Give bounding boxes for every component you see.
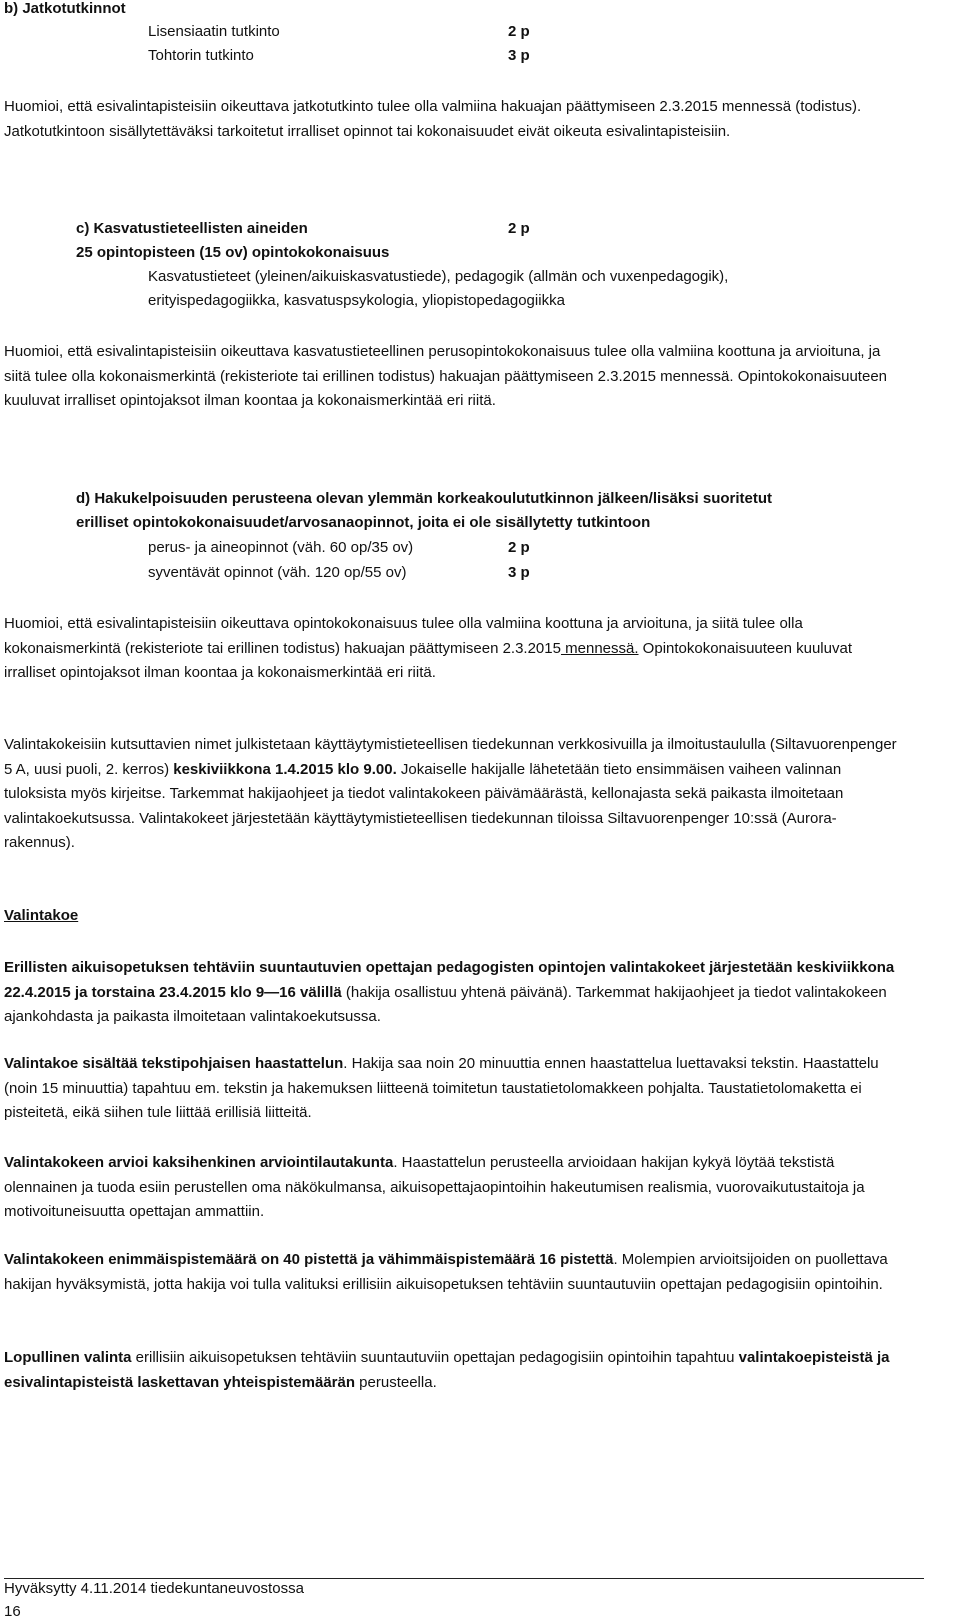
valintakoe-paragraph-3 <box>4 1151 904 1225</box>
section-d-note-text-b: mennessä. <box>560 639 639 657</box>
syventavat-points: 3 p <box>508 564 530 581</box>
section-c-points: 2 p <box>508 220 530 237</box>
section-d-note-text-c: Opintokokonaisuuteen kuuluvat irralliset opintojaksot ilman koontaa ja kokonaismerkintää eri riitä. <box>4 639 852 681</box>
section-c-detail-2: erityispedagogiikka, kasvatuspsykologia, yliopistopedagogiikka <box>148 292 565 309</box>
section-d-heading-2: erilliset opintokokonaisuudet/arvosanaopinnot, joita ei ole sisällytetty tutkintoon <box>76 514 651 531</box>
perusopinnot-label: perus- ja aineopinnot (väh. 60 op/35 ov) <box>148 539 414 556</box>
valintakoe-paragraph-4 <box>4 1248 904 1297</box>
invitation-text-b: Jokaiselle hakijalle lähetetään tieto ensimmäisen vaiheen valinnan tuloksista myös kirjeitse. Tarkemmat hakijaohjeet ja tiedot valintakokeen päivämäärästä, kellonajasta sekä paikasta ilmoitetaan valintakoekutsussa. Valintakokeet järjestetään käyttäytymistieteellisen tiedekunnan tiloissa Siltavuorenpenger 10:ssä (Aurora-rakennus). <box>4 760 844 851</box>
valintakoe-paragraph-5 <box>4 1346 904 1395</box>
valintakoe-paragraph-2 <box>4 1052 904 1126</box>
tohtori-label: Tohtorin tutkinto <box>148 47 254 64</box>
section-b-note: Huomioi, että esivalintapisteisiin oikeuttava jatkotutkinto tulee olla valmiina hakuajan päättymiseen 2.3.2015 mennessä (todistus). Jatkotutkintoon sisällytettäväksi tarkoitetut irralliset opinnot tai kokonaisuudet eivät oikeuta esivalintapisteisiin. <box>4 98 862 140</box>
invitation-paragraph <box>4 733 904 856</box>
valintakoe-heading: Valintakoe <box>4 907 79 924</box>
valintakoe-p5-bold-2: valintakoepisteistä ja esivalintapisteistä laskettavan yhteispistemäärän <box>4 1349 890 1391</box>
syventavat-label: syventävät opinnot (väh. 120 op/55 ov) <box>148 564 407 581</box>
footer-approved: Hyväksytty 4.11.2014 tiedekuntaneuvostossa <box>4 1580 304 1597</box>
valintakoe-p1-text: (hakija osallistuu yhtenä päivänä). Tarkemmat hakijaohjeet ja tiedot valintakokeen ajankohdasta ja paikasta ilmoitetaan valintakoekutsussa. <box>4 983 887 1025</box>
invitation-date: keskiviikkona 1.4.2015 klo 9.00. <box>173 760 397 778</box>
valintakoe-p4-bold: Valintakokeen enimmäispistemäärä on 40 pistettä ja vähimmäispistemäärä 16 pistettä <box>4 1251 614 1268</box>
valintakoe-paragraph-1 <box>4 956 904 1030</box>
invitation-text-a: Valintakokeisiin kutsuttavien nimet julkistetaan käyttäytymistieteellisen tiedekunnan verkkosivuilla ja ilmoitustaululla (Siltavuorenpenger 5 A, uusi puoli, 2. kerros) <box>4 736 897 778</box>
perusopinnot-points: 2 p <box>508 539 530 556</box>
section-b-heading: b) Jatkotutkinnot <box>4 0 126 17</box>
section-c-detail-1: Kasvatustieteet (yleinen/aikuiskasvatustiede), pedagogik (allmän och vuxenpedagogik), <box>148 268 729 285</box>
valintakoe-p1-bold: Erillisten aikuisopetuksen tehtäviin suuntautuvien opettajan pedagogisten opintojen valintakokeet järjestetään keskiviikkona 22.4.2015 ja torstaina 23.4.2015 klo 9—16 välillä <box>4 959 895 1001</box>
valintakoe-p2-bold: Valintakoe sisältää tekstipohjaisen haastattelun <box>4 1055 344 1072</box>
section-c-subheading: 25 opintopisteen (15 ov) opintokokonaisuus <box>76 244 390 261</box>
valintakoe-p3-text: . Haastattelun perusteella arvioidaan hakijan kykyä löytää tekstistä olennainen ja tuoda esiin perustellen oma näkökulmansa, aikuisopettajaopintoihin hakeutumisen realismia, vuorovaikutustaitoja ja motivoituneisuutta opettajan ammattiin. <box>4 1154 865 1220</box>
section-d-note-text-a: Huomioi, että esivalintapisteisiin oikeuttava opintokokonaisuus tulee olla valmiina koottuna ja arvioituna, ja siitä tulee olla kokonaismerkintä (rekisteriote tai erillinen todistus) hakuajan päättymiseen 2.3.2015 <box>4 615 803 657</box>
section-c-heading: c) Kasvatustieteellisten aineiden <box>76 220 308 237</box>
section-c-note: Huomioi, että esivalintapisteisiin oikeuttava kasvatustieteellinen perusopintokokonaisuus tulee olla valmiina koottuna ja arvioituna, ja siitä tulee olla kokonaismerkintä (rekisteriote tai erillinen todistus) hakuajan päättymiseen 2.3.2015 mennessä. Opintokokonaisuuteen kuuluvat irralliset opintojaksot ilman koontaa ja kokonaismerkintää eri riitä. <box>4 343 888 409</box>
section-d-note <box>4 612 904 686</box>
valintakoe-p2-text: . Hakija saa noin 20 minuuttia ennen haastattelua luettavaksi tekstin. Haastattelu (noin 15 minuuttia) tapahtuu em. tekstin ja hakemuksen liitteenä toimitetun taustatietolomakkeen pohjalta. Taustatietolomaketta ei pisteitetä, eikä siihen tule liittää erillisiä liitteitä. <box>4 1055 879 1121</box>
valintakoe-p5-text-1: erillisiin aikuisopetuksen tehtäviin suuntautuviin opettajan pedagogisiin opintoihin tapahtuu <box>131 1349 739 1366</box>
lisensiaatti-label: Lisensiaatin tutkinto <box>148 23 280 40</box>
section-d-heading-1: d) Hakukelpoisuuden perusteena olevan ylemmän korkeakoulututkinnon jälkeen/lisäksi suoritetut <box>76 490 773 507</box>
valintakoe-p3-bold: Valintakokeen arvioi kaksihenkinen arviointilautakunta <box>4 1154 394 1171</box>
footer-rule <box>4 1578 924 1579</box>
valintakoe-p5-bold-1: Lopullinen valinta <box>4 1349 132 1366</box>
valintakoe-p5-text-2: perusteella. <box>355 1373 437 1391</box>
lisensiaatti-points: 2 p <box>508 23 530 40</box>
page-number: 16 <box>4 1603 21 1620</box>
tohtori-points: 3 p <box>508 47 530 64</box>
valintakoe-p4-text: . Molempien arvioitsijoiden on puollettava hakijan hyväksymistä, jotta hakija voi tulla valituksi erillisiin aikuisopetuksen tehtäviin suuntautuviin opettajan pedagogisiin opintoihin. <box>4 1251 888 1293</box>
